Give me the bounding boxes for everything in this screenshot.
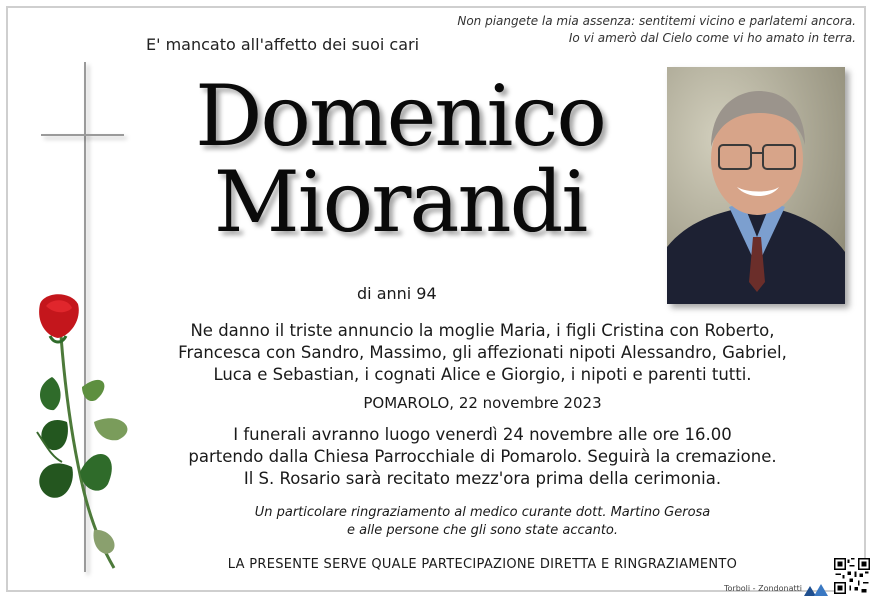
announcement [150,320,815,386]
intro-text: E' mancato all'affetto dei suoi cari [146,35,420,54]
funeral-info [150,424,815,490]
thanks-text [150,504,815,540]
announcement-line: Ne danno il triste annuncio la moglie Maria, i figli Cristina con Roberto, [190,321,775,340]
announcement-line: Francesca con Sandro, Massimo, gli affezionati nipoti Alessandro, Gabriel, [178,343,787,362]
funeral-line: I funerali avranno luogo venerdì 24 novembre alle ore 16.00 [233,425,732,444]
agency-name: Torboli - Zondonatti [724,584,802,593]
last-name: Miorandi [213,153,587,251]
funeral-line: partendo dalla Chiesa Parrocchiale di Pomarolo. Seguirà la cremazione. [188,447,777,466]
qr-code-icon[interactable] [834,558,870,594]
thanks-line: e alle persone che gli sono state accanto. [346,523,619,538]
announcement-line: Luca e Sebastian, i cognati Alice e Giorgio, i nipoti e parenti tutti. [213,365,752,384]
rose-icon [22,292,152,572]
thanks-line: Un particolare ringraziamento al medico curante dott. Martino Gerosa [254,505,711,520]
quote-line: Non piangete la mia assenza: sentitemi vicino e parlatemi ancora. [457,14,856,28]
agency-logo-icon [804,584,830,596]
epitaph-quote [436,13,856,47]
portrait-illustration [667,67,845,304]
quote-line: Io vi amerò dal Cielo come vi ho amato in terra. [568,31,856,45]
funeral-line: Il S. Rosario sarà recitato mezz'ora prima della cerimonia. [243,469,722,488]
portrait-photo [667,67,845,304]
cross-arm [41,134,124,136]
footer-text: LA PRESENTE SERVE QUALE PARTECIPAZIONE DIRETTA E RINGRAZIAMENTO [227,557,738,572]
place-date: POMAROLO, 22 novembre 2023 [363,394,602,412]
age-text: di anni 94 [357,284,437,303]
first-name: Domenico [195,67,605,165]
